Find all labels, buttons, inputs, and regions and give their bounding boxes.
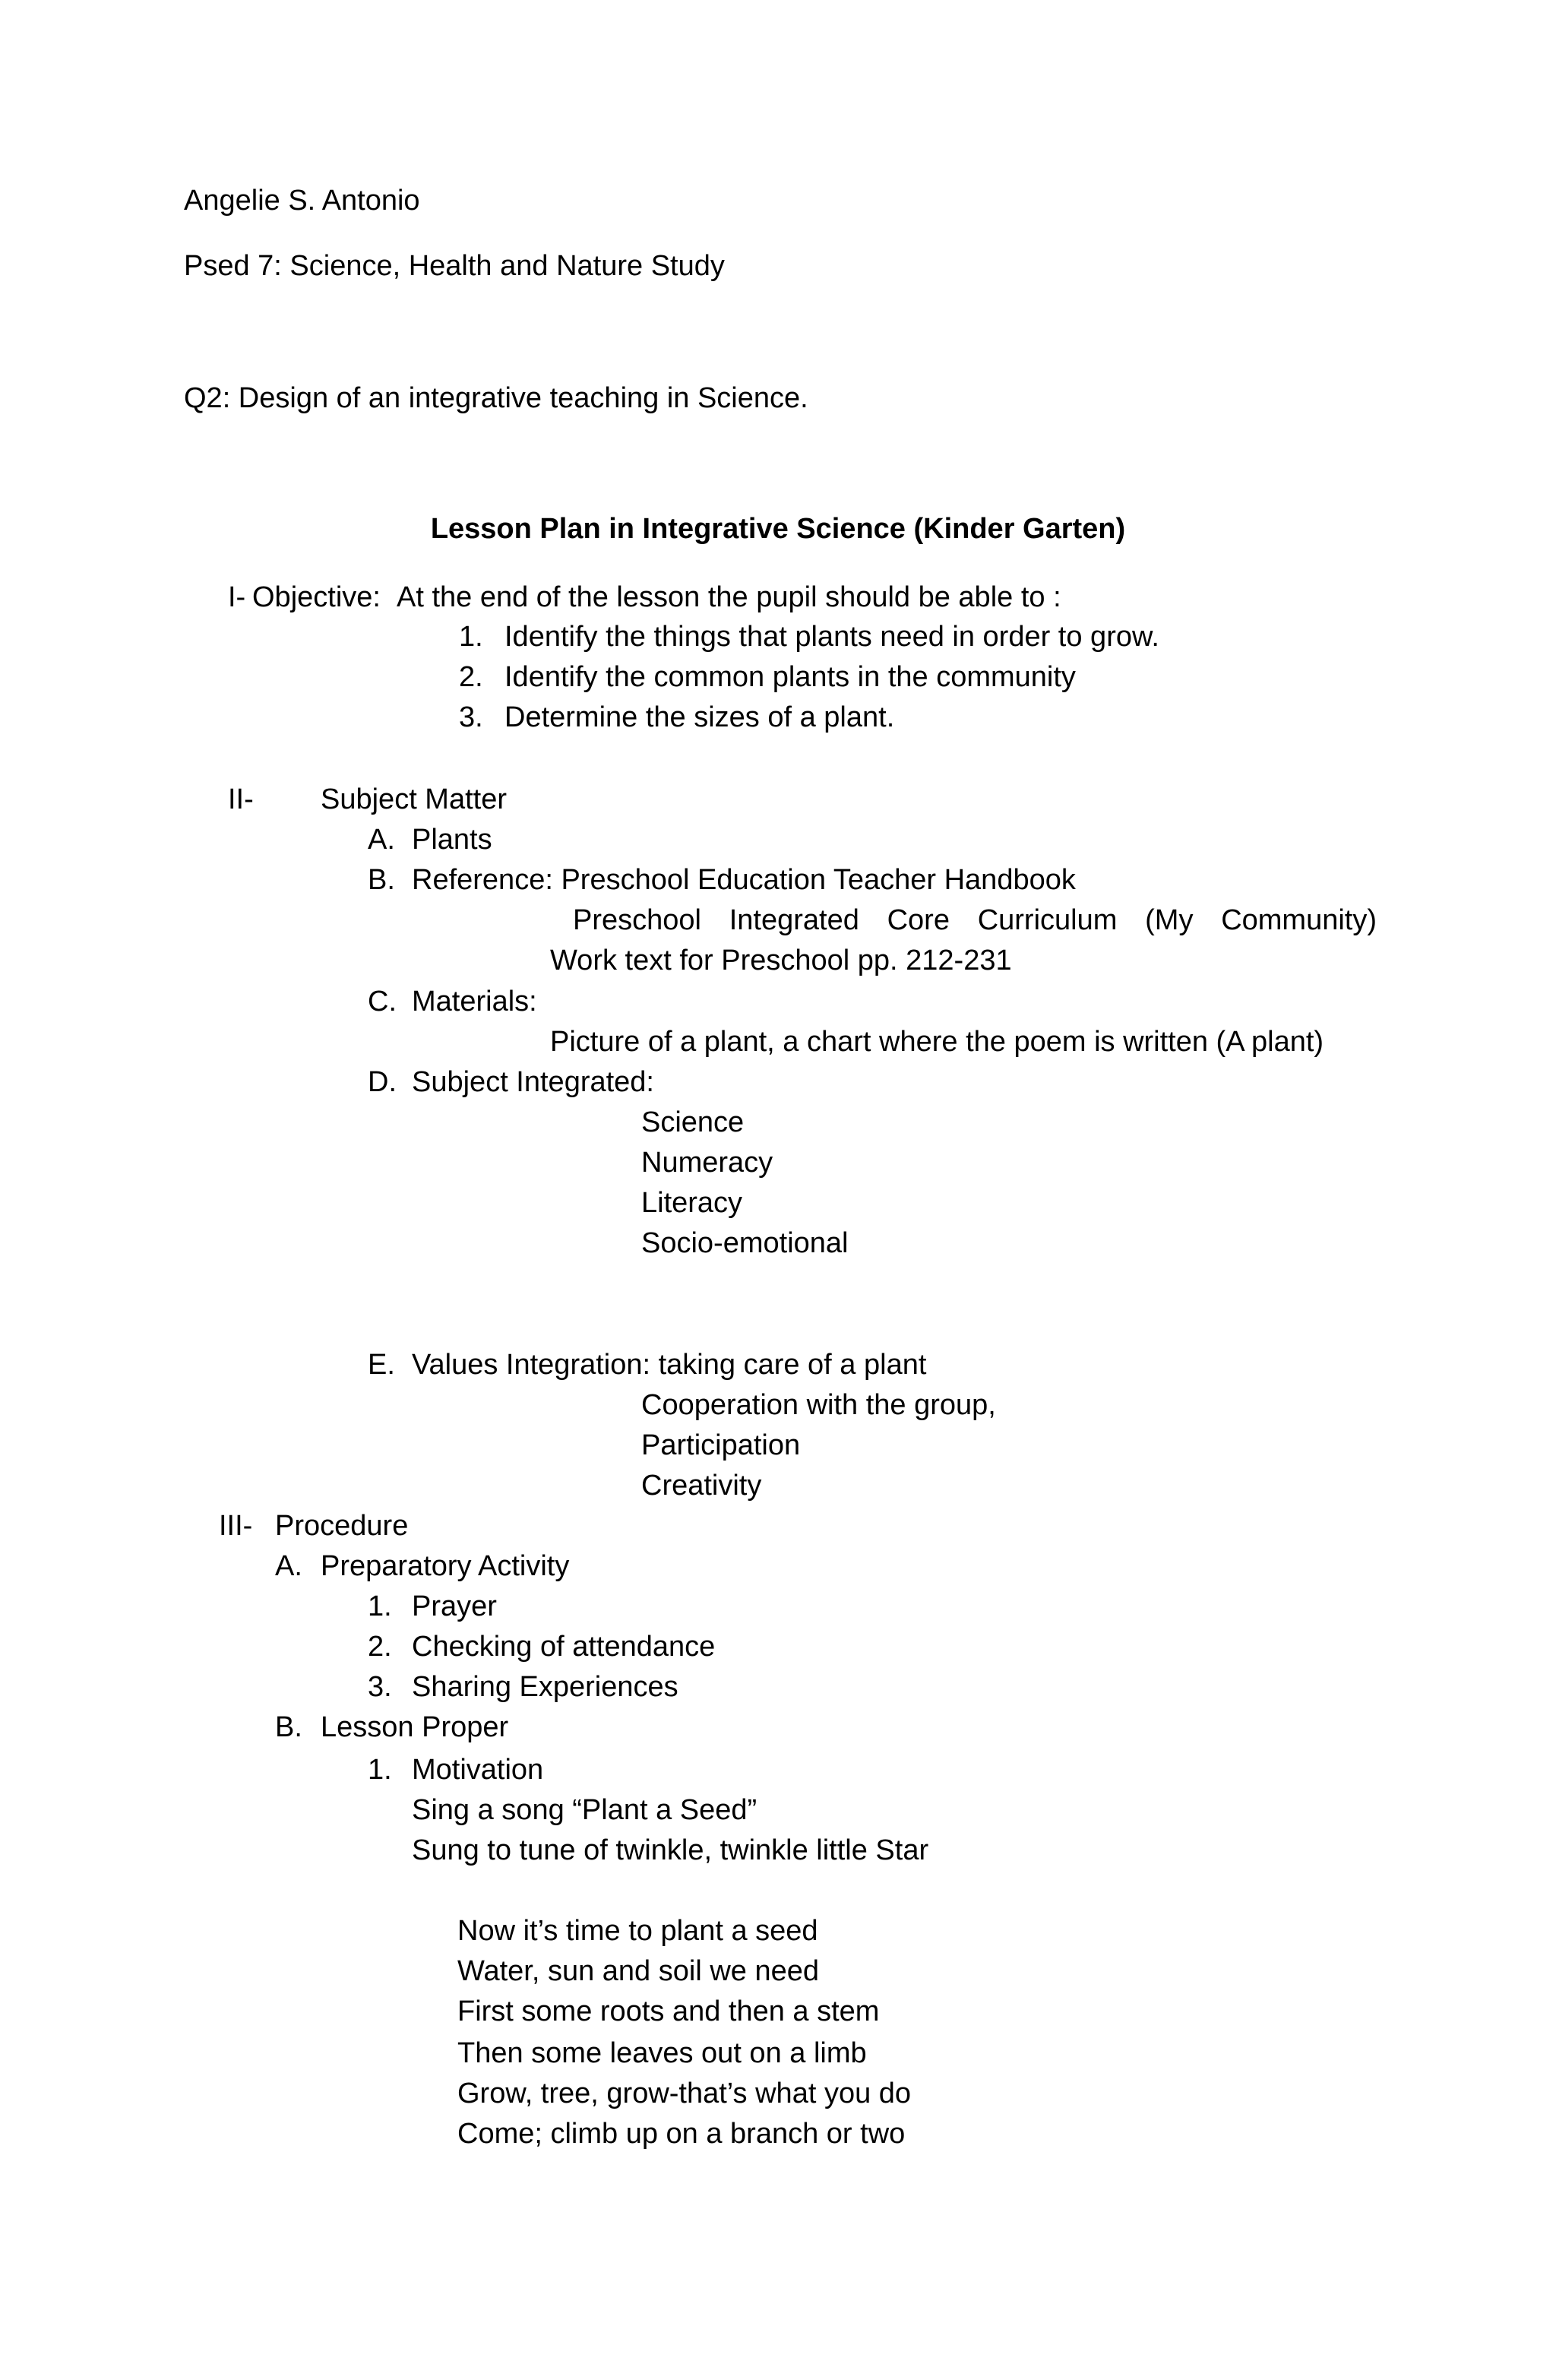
objective-item-number: 1. xyxy=(459,621,483,653)
objective-item-number: 2. xyxy=(459,661,483,693)
procedure-label: Procedure xyxy=(275,1510,409,1542)
reference-line: Reference: Preschool Education Teacher Handbook xyxy=(412,864,1076,896)
motivation-number: 1. xyxy=(368,1754,392,1786)
preparatory-item-number: 2. xyxy=(368,1631,392,1663)
objective-item-text: Identify the things that plants need in order to grow. xyxy=(504,621,1159,653)
integrated-subject: Socio-emotional xyxy=(641,1227,849,1259)
motivation-song-title: Sing a song “Plant a Seed” xyxy=(412,1794,757,1826)
value-item: Cooperation with the group, xyxy=(641,1389,996,1421)
subject-matter-label: Subject Matter xyxy=(321,783,507,815)
song-lyric-line: Water, sun and soil we need xyxy=(457,1955,819,1987)
subject-a-letter: A. xyxy=(368,824,395,856)
song-lyric-line: Grow, tree, grow-that’s what you do xyxy=(457,2078,912,2109)
motivation-tune-note: Sung to tune of twinkle, twinkle little Star xyxy=(412,1834,929,1866)
preparatory-item-number: 3. xyxy=(368,1671,392,1703)
question-heading: Q2: Design of an integrative teaching in Science. xyxy=(184,382,808,414)
procedure-a-letter: A. xyxy=(275,1550,302,1582)
materials-text: Picture of a plant, a chart where the poem is written (A plant) xyxy=(550,1026,1324,1058)
song-lyric-line: Now it’s time to plant a seed xyxy=(457,1915,818,1947)
reference-word: Preschool xyxy=(573,904,701,936)
reference-word: Integrated xyxy=(729,904,859,936)
integrated-subject: Numeracy xyxy=(641,1147,773,1179)
preparatory-activity-label: Preparatory Activity xyxy=(321,1550,570,1582)
song-lyric-line: First some roots and then a stem xyxy=(457,1995,880,2027)
reference-worktext: Work text for Preschool pp. 212-231 xyxy=(550,945,1012,976)
objective-label: Objective: xyxy=(252,581,381,613)
reference-word: (My xyxy=(1145,904,1194,936)
subject-c-letter: C. xyxy=(368,986,397,1018)
integrated-subject: Science xyxy=(641,1106,745,1138)
objective-item-text: Identify the common plants in the community xyxy=(504,661,1076,693)
integrated-subject: Literacy xyxy=(641,1187,743,1219)
song-lyric-line: Come; climb up on a branch or two xyxy=(457,2118,906,2150)
reference-word: Core xyxy=(887,904,950,936)
motivation-label: Motivation xyxy=(412,1754,544,1786)
lesson-plan-title: Lesson Plan in Integrative Science (Kinder Garten) xyxy=(430,513,1126,545)
objective-numeral: I- xyxy=(228,581,246,613)
objective-intro: At the end of the lesson the pupil should be able to : xyxy=(397,581,1061,613)
subject-d-letter: D. xyxy=(368,1066,397,1098)
subject-e-letter: E. xyxy=(368,1349,395,1381)
reference-justified-line xyxy=(573,904,1377,937)
preparatory-item-number: 1. xyxy=(368,1590,392,1622)
subject-matter-numeral: II- xyxy=(228,783,254,815)
preparatory-item-text: Prayer xyxy=(412,1590,497,1622)
procedure-numeral: III- xyxy=(219,1510,253,1542)
objective-item-number: 3. xyxy=(459,701,483,733)
reference-word: Curriculum xyxy=(977,904,1118,936)
value-item: Participation xyxy=(641,1429,801,1461)
song-lyric-line: Then some leaves out on a limb xyxy=(457,2037,867,2069)
procedure-b-letter: B. xyxy=(275,1711,302,1743)
preparatory-item-text: Sharing Experiences xyxy=(412,1671,678,1703)
course-title: Psed 7: Science, Health and Nature Study xyxy=(184,250,725,282)
value-item: Creativity xyxy=(641,1470,762,1502)
author-name: Angelie S. Antonio xyxy=(184,185,420,217)
materials-label: Materials: xyxy=(412,986,537,1018)
reference-word: Community) xyxy=(1221,904,1377,936)
subject-a-text: Plants xyxy=(412,824,492,856)
objective-item-text: Determine the sizes of a plant. xyxy=(504,701,895,733)
lesson-proper-label: Lesson Proper xyxy=(321,1711,509,1743)
values-integration-line: Values Integration: taking care of a plant xyxy=(412,1349,927,1381)
subject-b-letter: B. xyxy=(368,864,395,896)
preparatory-item-text: Checking of attendance xyxy=(412,1631,716,1663)
subject-integrated-label: Subject Integrated: xyxy=(412,1066,654,1098)
